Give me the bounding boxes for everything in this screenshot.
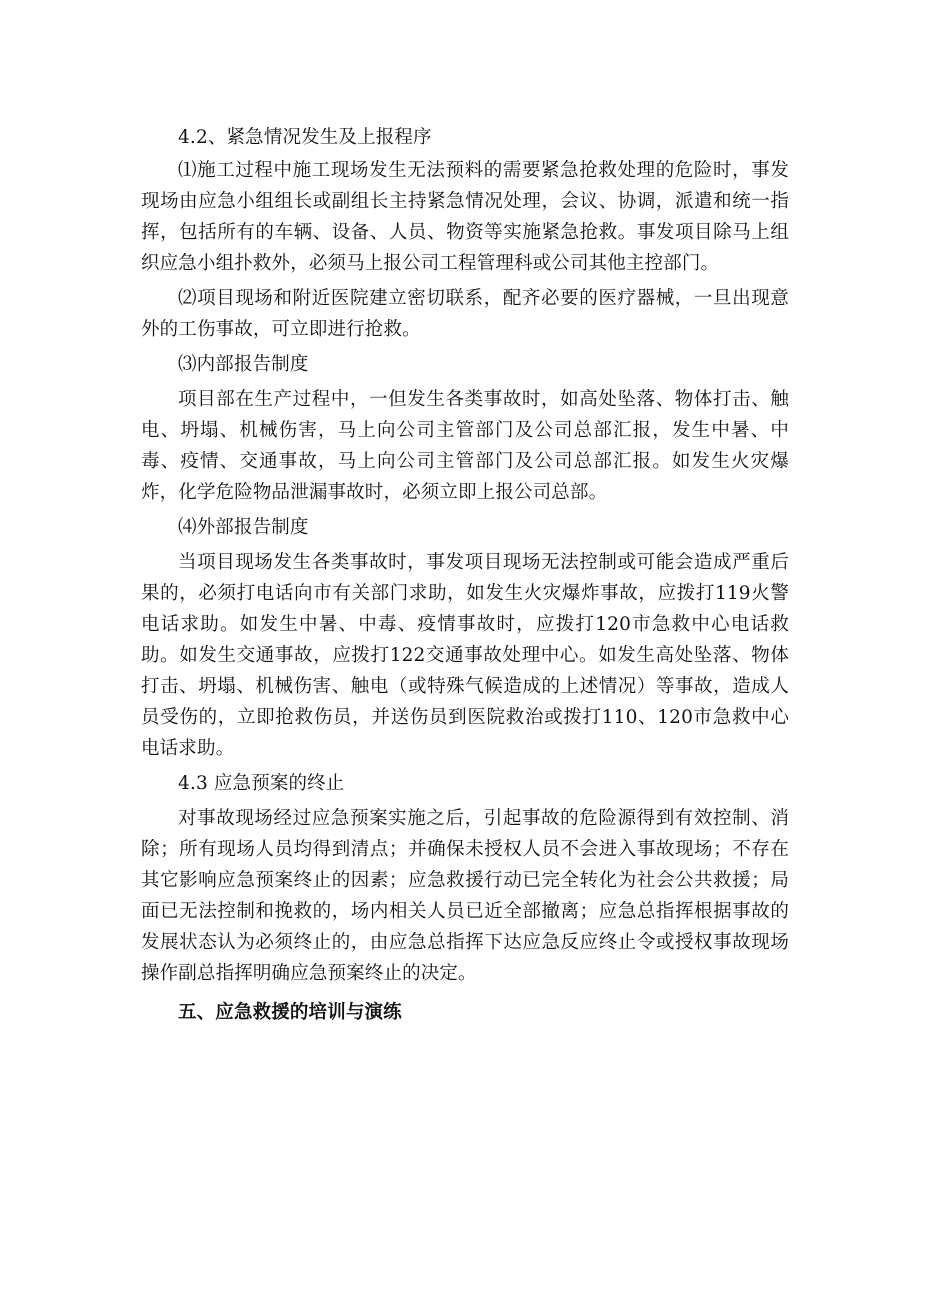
heading-4-3: 4.3 应急预案的终止: [178, 773, 345, 794]
paragraph-plan-termination: 对事故现场经过应急预案实施之后，引起事故的危险源得到有效控制、消除；所有现场人员均得到清点；并确保未授权人员不会进入事故现场；不存在其它影响应急预案终止的因素；应急救援行动已完全转化为社会公共救援；局面已无法控制和挽救的，场内相关人员已近全部撤离；应急总指挥根据事故的发展状态认为必须终止的，由应急总指挥下达应急反应终止令或授权事故现场操作副总指挥明确应急预案终止的决定。: [141, 808, 789, 984]
heading-external-report: ⑷外部报告制度: [178, 517, 309, 538]
section-5-title: 五、应急救援的培训与演练: [178, 1002, 402, 1023]
paragraph-hospital-contact: ⑵项目现场和附近医院建立密切联系，配齐必要的医疗器械，一旦出现意外的工伤事故，可立即进行抢救。: [141, 288, 789, 340]
heading-4-2: 4.2、紧急情况发生及上报程序: [178, 127, 432, 148]
paragraph-emergency-response: ⑴施工过程中施工现场发生无法预料的需要紧急抢救处理的危险时，事发现场由应急小组组长或副组长主持紧急情况处理，会议、协调，派遣和统一指挥，包括所有的车辆、设备、人员、物资等实施紧急抢救。事发项目除马上组织应急小组扑救外，必须马上报公司工程管理科或公司其他主控部门。: [141, 160, 789, 274]
paragraph-internal-report: 项目部在生产过程中，一但发生各类事故时，如高处坠落、物体打击、触电、坍塌、机械伤害，马上向公司主管部门及公司总部汇报，发生中暑、中毒、疫情、交通事故，马上向公司主管部门及公司总部汇报。如发生火灾爆炸，化学危险物品泄漏事故时，必须立即上报公司总部。: [141, 389, 789, 503]
heading-internal-report: ⑶内部报告制度: [178, 354, 309, 375]
paragraph-external-report: 当项目现场发生各类事故时，事发项目现场无法控制或可能会造成严重后果的，必须打电话向市有关部门求助，如发生火灾爆炸事故，应拨打119火警电话求助。如发生中暑、中毒、疫情事故时，应拨打120市急救中心电话救助。如发生交通事故，应拨打122交通事故处理中心。如发生高处坠落、物体打击、坍塌、机械伤害、触电（或特殊气候造成的上述情况）等事故，造成人员受伤的，立即抢救伤员，并送伤员到医院救治或拨打110、120市急救中心电话求助。: [141, 552, 789, 759]
document-page: [141, 122, 789, 1028]
